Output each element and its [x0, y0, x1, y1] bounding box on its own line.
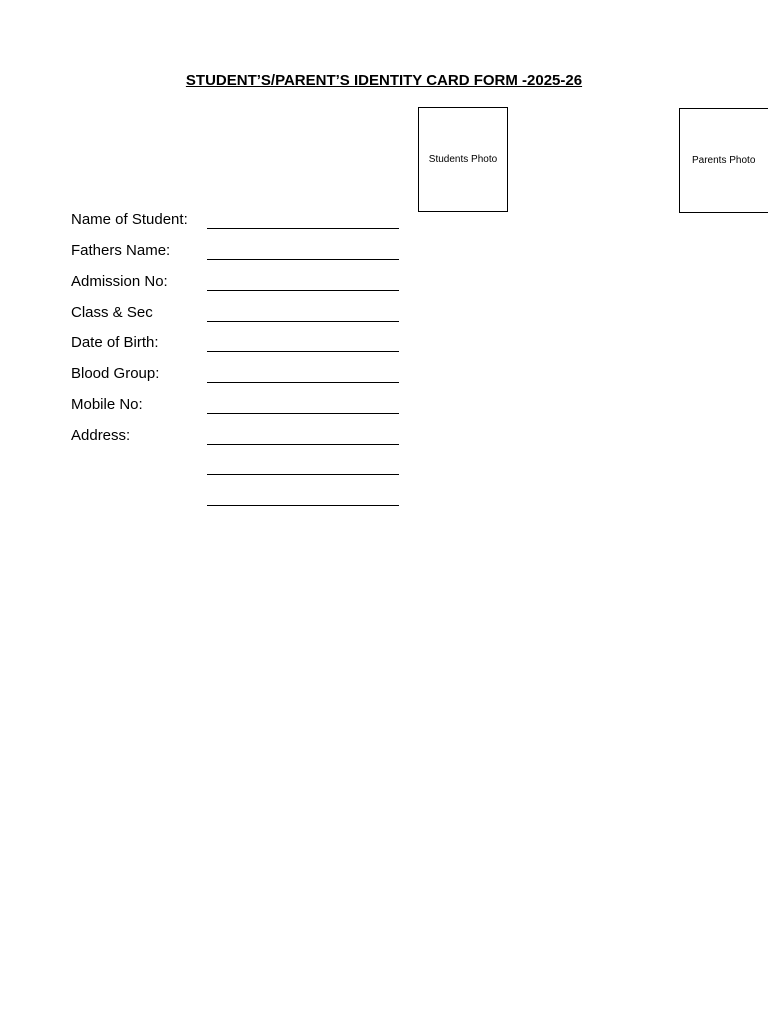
- field-line-name-of-student[interactable]: [207, 228, 399, 229]
- parent-photo-box: [679, 108, 768, 213]
- field-line-address-2[interactable]: [207, 474, 399, 475]
- field-label-date-of-birth: Date of Birth:: [71, 334, 159, 351]
- field-label-mobile-no: Mobile No:: [71, 396, 143, 413]
- form-title: STUDENT’S/PARENT’S IDENTITY CARD FORM -2025-26: [185, 72, 583, 89]
- field-label-class-sec: Class & Sec: [71, 304, 153, 321]
- field-line-mobile-no[interactable]: [207, 413, 399, 414]
- field-line-date-of-birth[interactable]: [207, 351, 399, 352]
- parent-photo-label: Parents Photo: [692, 155, 756, 166]
- field-line-address[interactable]: [207, 444, 399, 445]
- field-label-admission-no: Admission No:: [71, 273, 168, 290]
- student-photo-label: Students Photo: [428, 154, 498, 165]
- field-line-address-3[interactable]: [207, 505, 399, 506]
- field-label-name-of-student: Name of Student:: [71, 211, 188, 228]
- field-line-blood-group[interactable]: [207, 382, 399, 383]
- field-line-fathers-name[interactable]: [207, 259, 399, 260]
- field-label-blood-group: Blood Group:: [71, 365, 160, 382]
- student-photo-box: [418, 107, 508, 212]
- field-line-admission-no[interactable]: [207, 290, 399, 291]
- field-label-address: Address:: [71, 427, 131, 444]
- field-line-class-sec[interactable]: [207, 321, 399, 322]
- field-label-fathers-name: Fathers Name:: [71, 242, 171, 259]
